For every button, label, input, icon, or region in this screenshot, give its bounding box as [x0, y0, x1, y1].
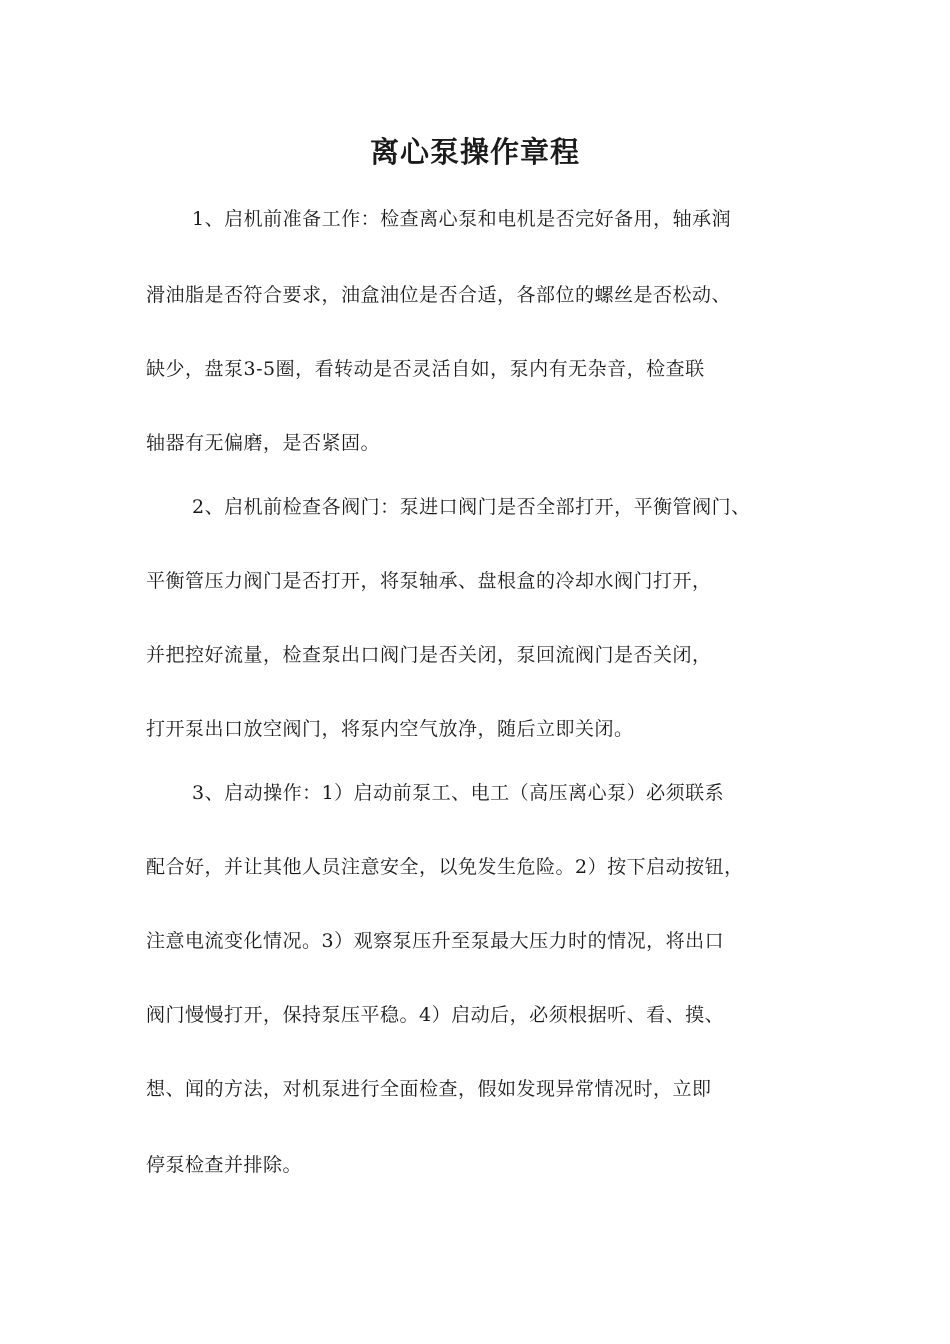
paragraph-2-line-3: 并把控好流量，检查泵出口阀门是否关闭，泵回流阀门是否关闭， — [146, 644, 712, 666]
paragraph-2-line-2: 平衡管压力阀门是否打开，将泵轴承、盘根盒的冷却水阀门打开， — [146, 570, 712, 592]
paragraph-1-line-4: 轴器有无偏磨，是否紧固。 — [146, 432, 381, 454]
paragraph-3-line-1: 3、启动操作：1）启动前泵工、电工（高压离心泵）必须联系 — [192, 782, 725, 804]
paragraph-3-line-5: 想、闻的方法，对机泵进行全面检查，假如发现异常情况时，立即 — [146, 1078, 712, 1100]
paragraph-2-line-4: 打开泵出口放空阀门，将泵内空气放净，随后立即关闭。 — [146, 718, 634, 740]
paragraph-1-line-3: 缺少，盘泵3-5圈，看转动是否灵活自如，泵内有无杂音，检查联 — [146, 358, 705, 380]
paragraph-1-line-1: 1、启机前准备工作：检查离心泵和电机是否完好备用，轴承润 — [192, 208, 732, 230]
paragraph-3-line-3: 注意电流变化情况。3）观察泵压升至泵最大压力时的情况，将出口 — [146, 930, 725, 952]
paragraph-3-line-4: 阀门慢慢打开，保持泵压平稳。4）启动后，必须根据听、看、摸、 — [146, 1004, 725, 1026]
paragraph-1-line-2: 滑油脂是否符合要求，油盒油位是否合适，各部位的螺丝是否松动、 — [146, 284, 732, 306]
document-title: 离心泵操作章程 — [369, 135, 580, 169]
paragraph-3-line-6: 停泵检查并排除。 — [146, 1154, 303, 1176]
paragraph-3-line-2: 配合好，并让其他人员注意安全，以免发生危险。2）按下启动按钮， — [146, 856, 744, 878]
paragraph-2-line-1: 2、启机前检查各阀门：泵进口阀门是否全部打开，平衡管阀门、 — [192, 496, 751, 518]
